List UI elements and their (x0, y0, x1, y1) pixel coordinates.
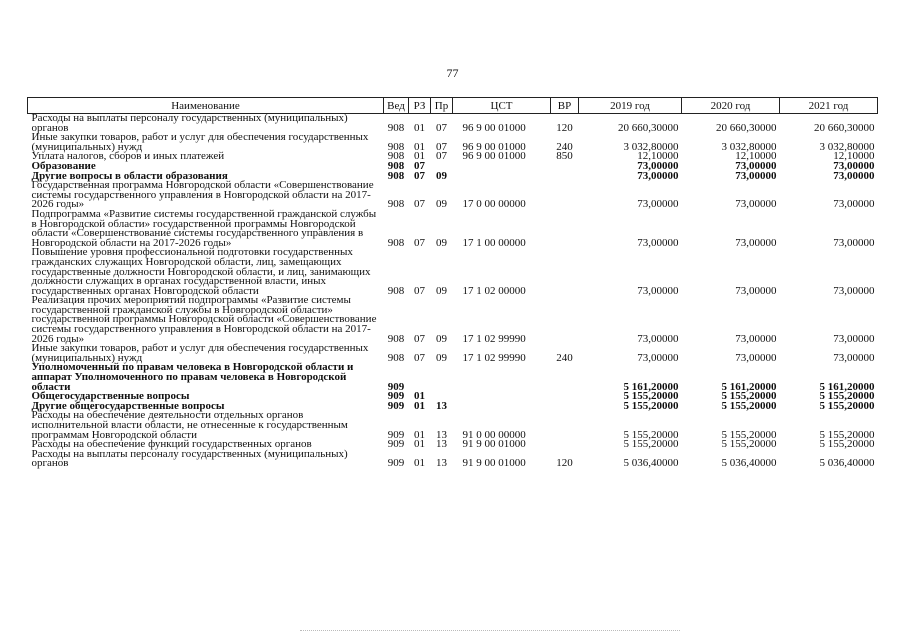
row-ved: 908 (387, 159, 405, 172)
row-ved: 909 (387, 457, 405, 470)
row-2020: 73,00000 (735, 332, 777, 345)
row-pr: 13 (436, 428, 447, 441)
row-rz: 07 (414, 159, 425, 172)
row-2019: 5 155,20000 (623, 428, 679, 441)
row-vr: 850 (556, 150, 573, 163)
row-cst (453, 162, 551, 172)
row-ved: 908 (387, 332, 405, 345)
row-2021: 73,00000 (833, 284, 875, 297)
row-pr: 09 (436, 284, 447, 297)
row-cst: 91 0 00 00000 (462, 428, 526, 441)
row-name: Государственная программа Новгородской области «Совершенствование системы государственного управления в Новгородской области на 2017-2026 годы» (31, 179, 374, 211)
row-cst (453, 363, 551, 392)
row-2020: 3 032,80000 (721, 140, 777, 153)
row-ved: 909 (387, 380, 405, 393)
row-2020: 73,00000 (735, 198, 777, 211)
row-2020: 5 155,20000 (721, 438, 777, 451)
row-rz: 01 (414, 140, 425, 153)
row-cst: 17 1 02 99990 (462, 332, 526, 345)
row-2019: 20 660,30000 (618, 121, 679, 134)
page-number: 77 (446, 66, 459, 80)
row-name: Подпрограмма «Развитие системы государственной гражданской службы в Новгородской области» государственной программы Новгородской области «Совершенствование системы государственного управления в Новгородской области на 2017-2026 годы» (31, 207, 377, 249)
row-vr (551, 172, 579, 182)
row-2021: 73,00000 (833, 159, 875, 172)
row-vr (551, 392, 579, 402)
row-rz: 01 (414, 121, 425, 134)
row-2020: 73,00000 (735, 284, 777, 297)
row-cst: 96 9 00 01000 (462, 150, 526, 163)
row-vr (551, 181, 579, 210)
row-pr: 09 (436, 332, 447, 345)
row-2021: 12,10000 (833, 150, 875, 163)
table-row (28, 296, 878, 344)
row-cst (453, 392, 551, 402)
row-2019: 5 155,20000 (623, 390, 679, 403)
row-vr (551, 296, 579, 344)
row-pr: 13 (436, 438, 447, 451)
row-rz: 07 (414, 169, 425, 182)
header-cst: ЦСТ (453, 98, 551, 114)
row-pr: 13 (436, 399, 447, 412)
row-2019: 73,00000 (637, 169, 679, 182)
table-body (28, 114, 878, 469)
row-2020: 5 155,20000 (721, 399, 777, 412)
row-2020: 73,00000 (735, 169, 777, 182)
row-vr (551, 363, 579, 392)
row-name: Уполномоченный по правам человека в Новгородской области и аппарат Уполномоченного по правам человека в Новгородской области (31, 361, 354, 393)
row-vr: 120 (556, 121, 573, 134)
row-vr (551, 411, 579, 440)
header-rz: РЗ (409, 98, 431, 114)
header-2019: 2019 год (579, 98, 682, 114)
row-2021: 5 155,20000 (819, 438, 875, 451)
row-2021: 20 660,30000 (814, 121, 875, 134)
row-rz: 07 (414, 198, 425, 211)
row-rz: 07 (414, 332, 425, 345)
row-2019: 3 032,80000 (623, 140, 679, 153)
row-2019: 5 036,40000 (623, 457, 679, 470)
table-row (28, 181, 878, 210)
row-pr: 09 (436, 351, 447, 364)
row-2019: 5 155,20000 (623, 399, 679, 412)
row-rz: 01 (414, 390, 425, 403)
row-ved: 909 (387, 438, 405, 451)
row-2019: 73,00000 (637, 351, 679, 364)
row-ved: 908 (387, 284, 405, 297)
row-2019: 5 155,20000 (623, 438, 679, 451)
row-rz: 01 (414, 438, 425, 451)
row-pr: 09 (436, 236, 447, 249)
row-name: Расходы на выплаты персоналу государственных (муниципальных) органов (31, 447, 348, 470)
row-rz: 01 (414, 399, 425, 412)
row-rz: 07 (414, 351, 425, 364)
row-name: Повышение уровня профессиональной подготовки государственных гражданских служащих Новгородской области, лиц, замещающих государственные должности Новгородской области, и лиц, занимающих должности служащих в органах государственной власти, иных государственных органах Новгородской области (31, 246, 371, 297)
row-cst: 17 1 02 00000 (462, 284, 526, 297)
row-rz: 01 (414, 457, 425, 470)
row-2019: 73,00000 (637, 284, 679, 297)
row-ved: 908 (387, 351, 405, 364)
row-pr: 09 (436, 169, 447, 182)
row-pr: 07 (436, 140, 447, 153)
row-cst (453, 172, 551, 182)
row-vr (551, 402, 579, 412)
row-rz: 07 (414, 284, 425, 297)
row-2021: 73,00000 (833, 169, 875, 182)
row-2019: 12,10000 (637, 150, 679, 163)
row-ved: 909 (387, 399, 405, 412)
row-name: Расходы на выплаты персоналу государственных (муниципальных) органов (31, 112, 348, 134)
row-cst: 17 1 02 99990 (462, 351, 526, 364)
table-row (28, 363, 878, 392)
row-name: Другие общегосударственные вопросы (31, 399, 225, 412)
row-pr: 09 (436, 198, 447, 211)
row-2019: 73,00000 (637, 198, 679, 211)
header-2021: 2021 год (780, 98, 878, 114)
row-2021: 5 155,20000 (819, 428, 875, 441)
row-2020: 73,00000 (735, 351, 777, 364)
header-2020: 2020 год (682, 98, 780, 114)
row-rz: 07 (414, 236, 425, 249)
row-name: Общегосударственные вопросы (31, 390, 190, 403)
row-pr: 07 (436, 150, 447, 163)
row-2020: 5 036,40000 (721, 457, 777, 470)
row-name: Иные закупки товаров, работ и услуг для обеспечения государственных (муниципальных) нужд (31, 342, 369, 364)
row-cst: 91 9 00 01000 (462, 457, 526, 470)
row-name: Уплата налогов, сборов и иных платежей (31, 150, 225, 163)
row-2020: 12,10000 (735, 150, 777, 163)
row-2021: 3 032,80000 (819, 140, 875, 153)
row-name: Образование (31, 159, 96, 172)
row-rz (409, 363, 431, 392)
row-pr: 07 (436, 121, 447, 134)
row-2021: 5 036,40000 (819, 457, 875, 470)
row-ved: 909 (387, 390, 405, 403)
row-vr: 240 (556, 351, 573, 364)
row-2019: 73,00000 (637, 332, 679, 345)
row-ved: 908 (387, 140, 405, 153)
row-2020: 5 161,20000 (721, 380, 777, 393)
row-cst: 17 1 00 00000 (462, 236, 526, 249)
row-2020: 73,00000 (735, 159, 777, 172)
row-vr (551, 162, 579, 172)
header-name: Наименование (28, 98, 384, 114)
row-cst (453, 402, 551, 412)
table-row (28, 411, 878, 440)
row-2019: 73,00000 (637, 159, 679, 172)
row-2019: 73,00000 (637, 236, 679, 249)
row-name: Расходы на обеспечение функций государственных органов (31, 438, 312, 451)
row-pr (431, 363, 453, 392)
row-2021: 73,00000 (833, 198, 875, 211)
row-cst: 91 9 00 01000 (462, 438, 526, 451)
row-2020: 73,00000 (735, 236, 777, 249)
row-2020: 20 660,30000 (716, 121, 777, 134)
row-cst: 17 0 00 00000 (462, 198, 526, 211)
row-2021: 5 155,20000 (819, 390, 875, 403)
row-2021: 73,00000 (833, 351, 875, 364)
row-pr: 13 (436, 457, 447, 470)
row-ved: 908 (387, 121, 405, 134)
row-ved: 908 (387, 198, 405, 211)
budget-table (27, 97, 878, 469)
row-rz: 01 (414, 428, 425, 441)
row-ved: 908 (387, 150, 405, 163)
row-cst: 96 9 00 01000 (462, 121, 526, 134)
table-row (28, 210, 878, 248)
row-vr (551, 440, 579, 450)
row-2021: 73,00000 (833, 236, 875, 249)
header-pr: Пр (431, 98, 453, 114)
table-row (28, 450, 878, 469)
row-2019: 5 161,20000 (623, 380, 679, 393)
row-name: Другие вопросы в области образования (31, 169, 228, 182)
row-vr (551, 248, 579, 296)
row-2020: 5 155,20000 (721, 428, 777, 441)
row-vr (551, 210, 579, 248)
row-name: Иные закупки товаров, работ и услуг для обеспечения государственных (муниципальных) нужд (31, 131, 369, 153)
header-vr: ВР (551, 98, 579, 114)
row-vr: 240 (556, 140, 573, 153)
row-2020: 5 155,20000 (721, 390, 777, 403)
row-ved: 908 (387, 236, 405, 249)
table-row (28, 248, 878, 296)
scan-noise-line (300, 630, 680, 632)
row-2021: 5 161,20000 (819, 380, 875, 393)
row-vr: 120 (556, 457, 573, 470)
row-2021: 73,00000 (833, 332, 875, 345)
row-rz: 01 (414, 150, 425, 163)
row-ved: 908 (387, 169, 405, 182)
header-ved: Вед (384, 98, 409, 114)
row-name: Реализация прочих мероприятий подпрограммы «Развитие системы государственной гражданской службы в Новгородской области» государственной программы Новгородской области «Совершенствование системы государственного управления в Новгородской области на 2017-2026 годы» (31, 294, 377, 345)
row-cst: 96 9 00 01000 (462, 140, 526, 153)
row-name: Расходы на обеспечение деятельности отдельных органов исполнительной власти области, не отнесенные к государственным программам Новгородской области (31, 409, 348, 441)
row-2021: 5 155,20000 (819, 399, 875, 412)
row-ved: 909 (387, 428, 405, 441)
